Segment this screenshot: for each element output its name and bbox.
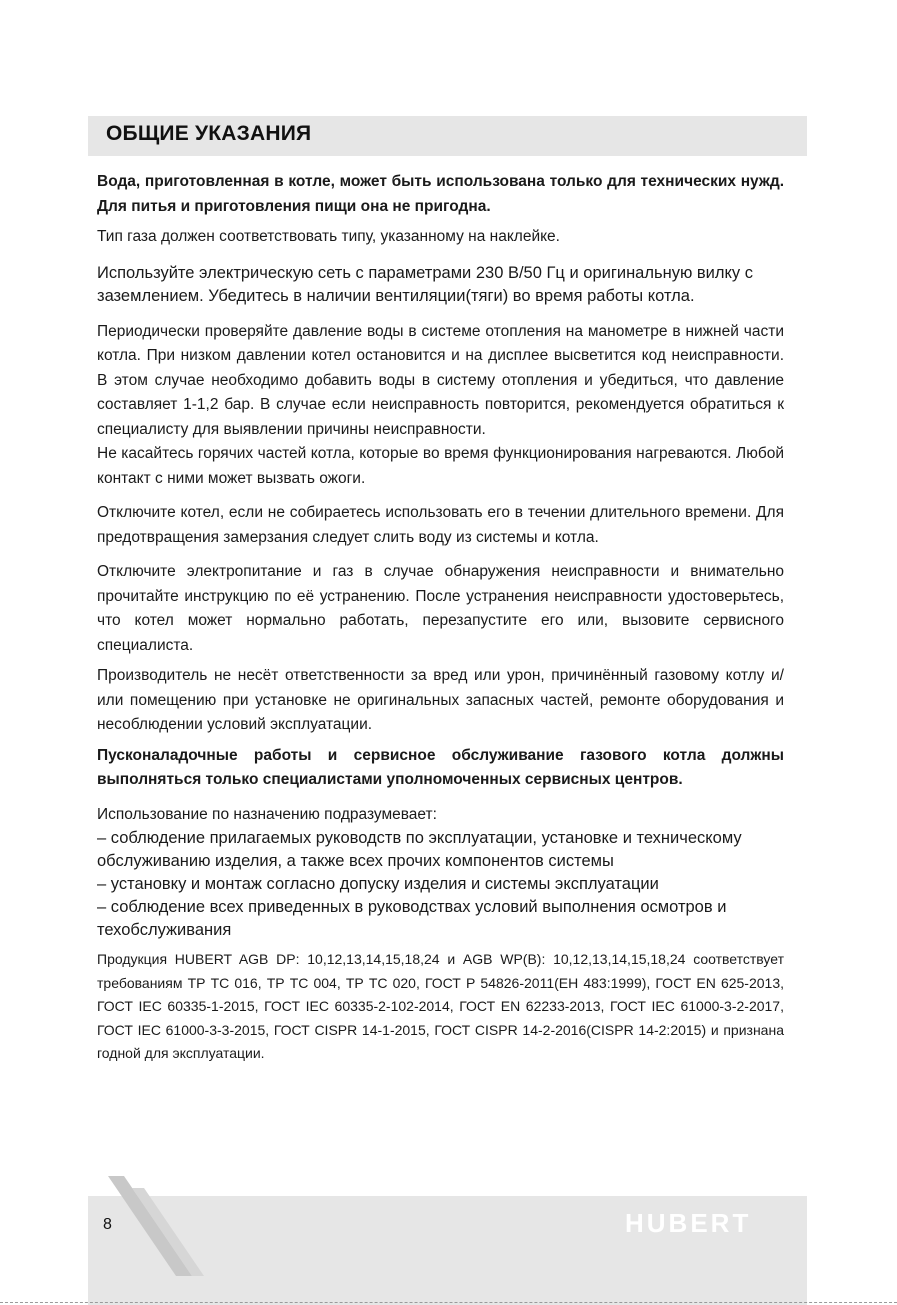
section-header <box>88 116 807 156</box>
paragraph-gas-type: Тип газа должен соответствовать типу, указанному на наклейке. <box>97 228 560 245</box>
page-edge-divider <box>0 1302 897 1303</box>
paragraph-intended-use: Использование по назначению подразумевает: <box>97 805 437 823</box>
diagonal-stripes-decoration <box>100 1176 210 1276</box>
paragraph-pressure-check: Периодически проверяйте давление воды в системе отопления на манометре в нижней части котла. При низком давлении котел остановится и на дисплее высветится код неисправности. В этом случае необходимо добавить воды в систему отопления и убедиться, что давление составляет 1-1,2 бар. В случае если неисправность повторится, рекомендуется обратиться к специалисту для выявлении причины неисправности. <box>97 322 784 438</box>
list-item: – установку и монтаж согласно допуску изделия и системы эксплуатации <box>97 875 659 893</box>
paragraph-technical-water: Вода, приготовленная в котле, может быть использована только для технических нужд. Для питья и приготовления пищи она не пригодна. <box>97 173 784 215</box>
paragraph-service-centers: Пусконаладочные работы и сервисное обслуживание газового котла должны выполняться только специалистами уполномоченных сервисных центров. <box>97 746 784 788</box>
paragraph-certification: Продукция HUBERT AGB DP: 10,12,13,14,15,18,24 и AGB WP(B): 10,12,13,14,15,18,24 соответствует требованиям ТР ТС 016, ТР ТС 004, ТР ТС 020, ГОСТ Р 54826-2011(ЕН 483:1999), ГОСТ EN 625-2013, ГОСТ IEC 60335-1-2015, ГОСТ IEC 60335-2-102-2014, ГОСТ EN 62233-2013, ГОСТ IEC 61000-3-2-2017, ГОСТ IEC 61000-3-3-2015, ГОСТ CISPR 14-1-2015, ГОСТ CISPR 14-2-2016(CISPR 14-2:2015) и признана годной для эксплуатации. <box>97 951 784 1061</box>
paragraph-power-supply: Используйте электрическую сеть с параметрами 230 В/50 Гц и оригинальную вилку с заземлением. Убедитесь в наличии вентиляции(тяги) во время работы котла. <box>97 263 754 305</box>
list-item: – соблюдение всех приведенных в руководствах условий выполнения осмотров и техобслуживания <box>97 898 727 939</box>
paragraph-fault-procedure: Отключите электропитание и газ в случае обнаружения неисправности и внимательно прочитайте инструкцию по её устранению. После устранения неисправности удостоверьтесь, что котел может нормально работать, перезапустите его или, вызовите сервисного специалиста. <box>97 563 784 654</box>
hubert-logo: HUBERT <box>625 1208 752 1238</box>
paragraph-hot-parts: Не касайтесь горячих частей котла, которые во время функционирования нагреваются. Любой контакт с ними может вызвать ожоги. <box>97 445 784 487</box>
section-title: ОБЩИЕ УКАЗАНИЯ <box>106 122 312 145</box>
paragraph-liability: Производитель не несёт ответственности за вред или урон, причинённый газовому котлу и/или помещению при установке не оригинальных запасных частей, ремонте оборудования и несоблюдении условий эксплуатации. <box>97 667 784 733</box>
paragraph-long-shutdown: Отключите котел, если не собираетесь использовать его в течении длительного времени. Для предотвращения замерзания следует слить воду из системы и котла. <box>97 504 784 546</box>
document-body <box>97 170 784 1066</box>
page-number: 8 <box>103 1216 112 1233</box>
list-item: – соблюдение прилагаемых руководств по эксплуатации, установке и техническому обслуживанию изделия, а также всех прочих компонентов системы <box>97 829 742 870</box>
